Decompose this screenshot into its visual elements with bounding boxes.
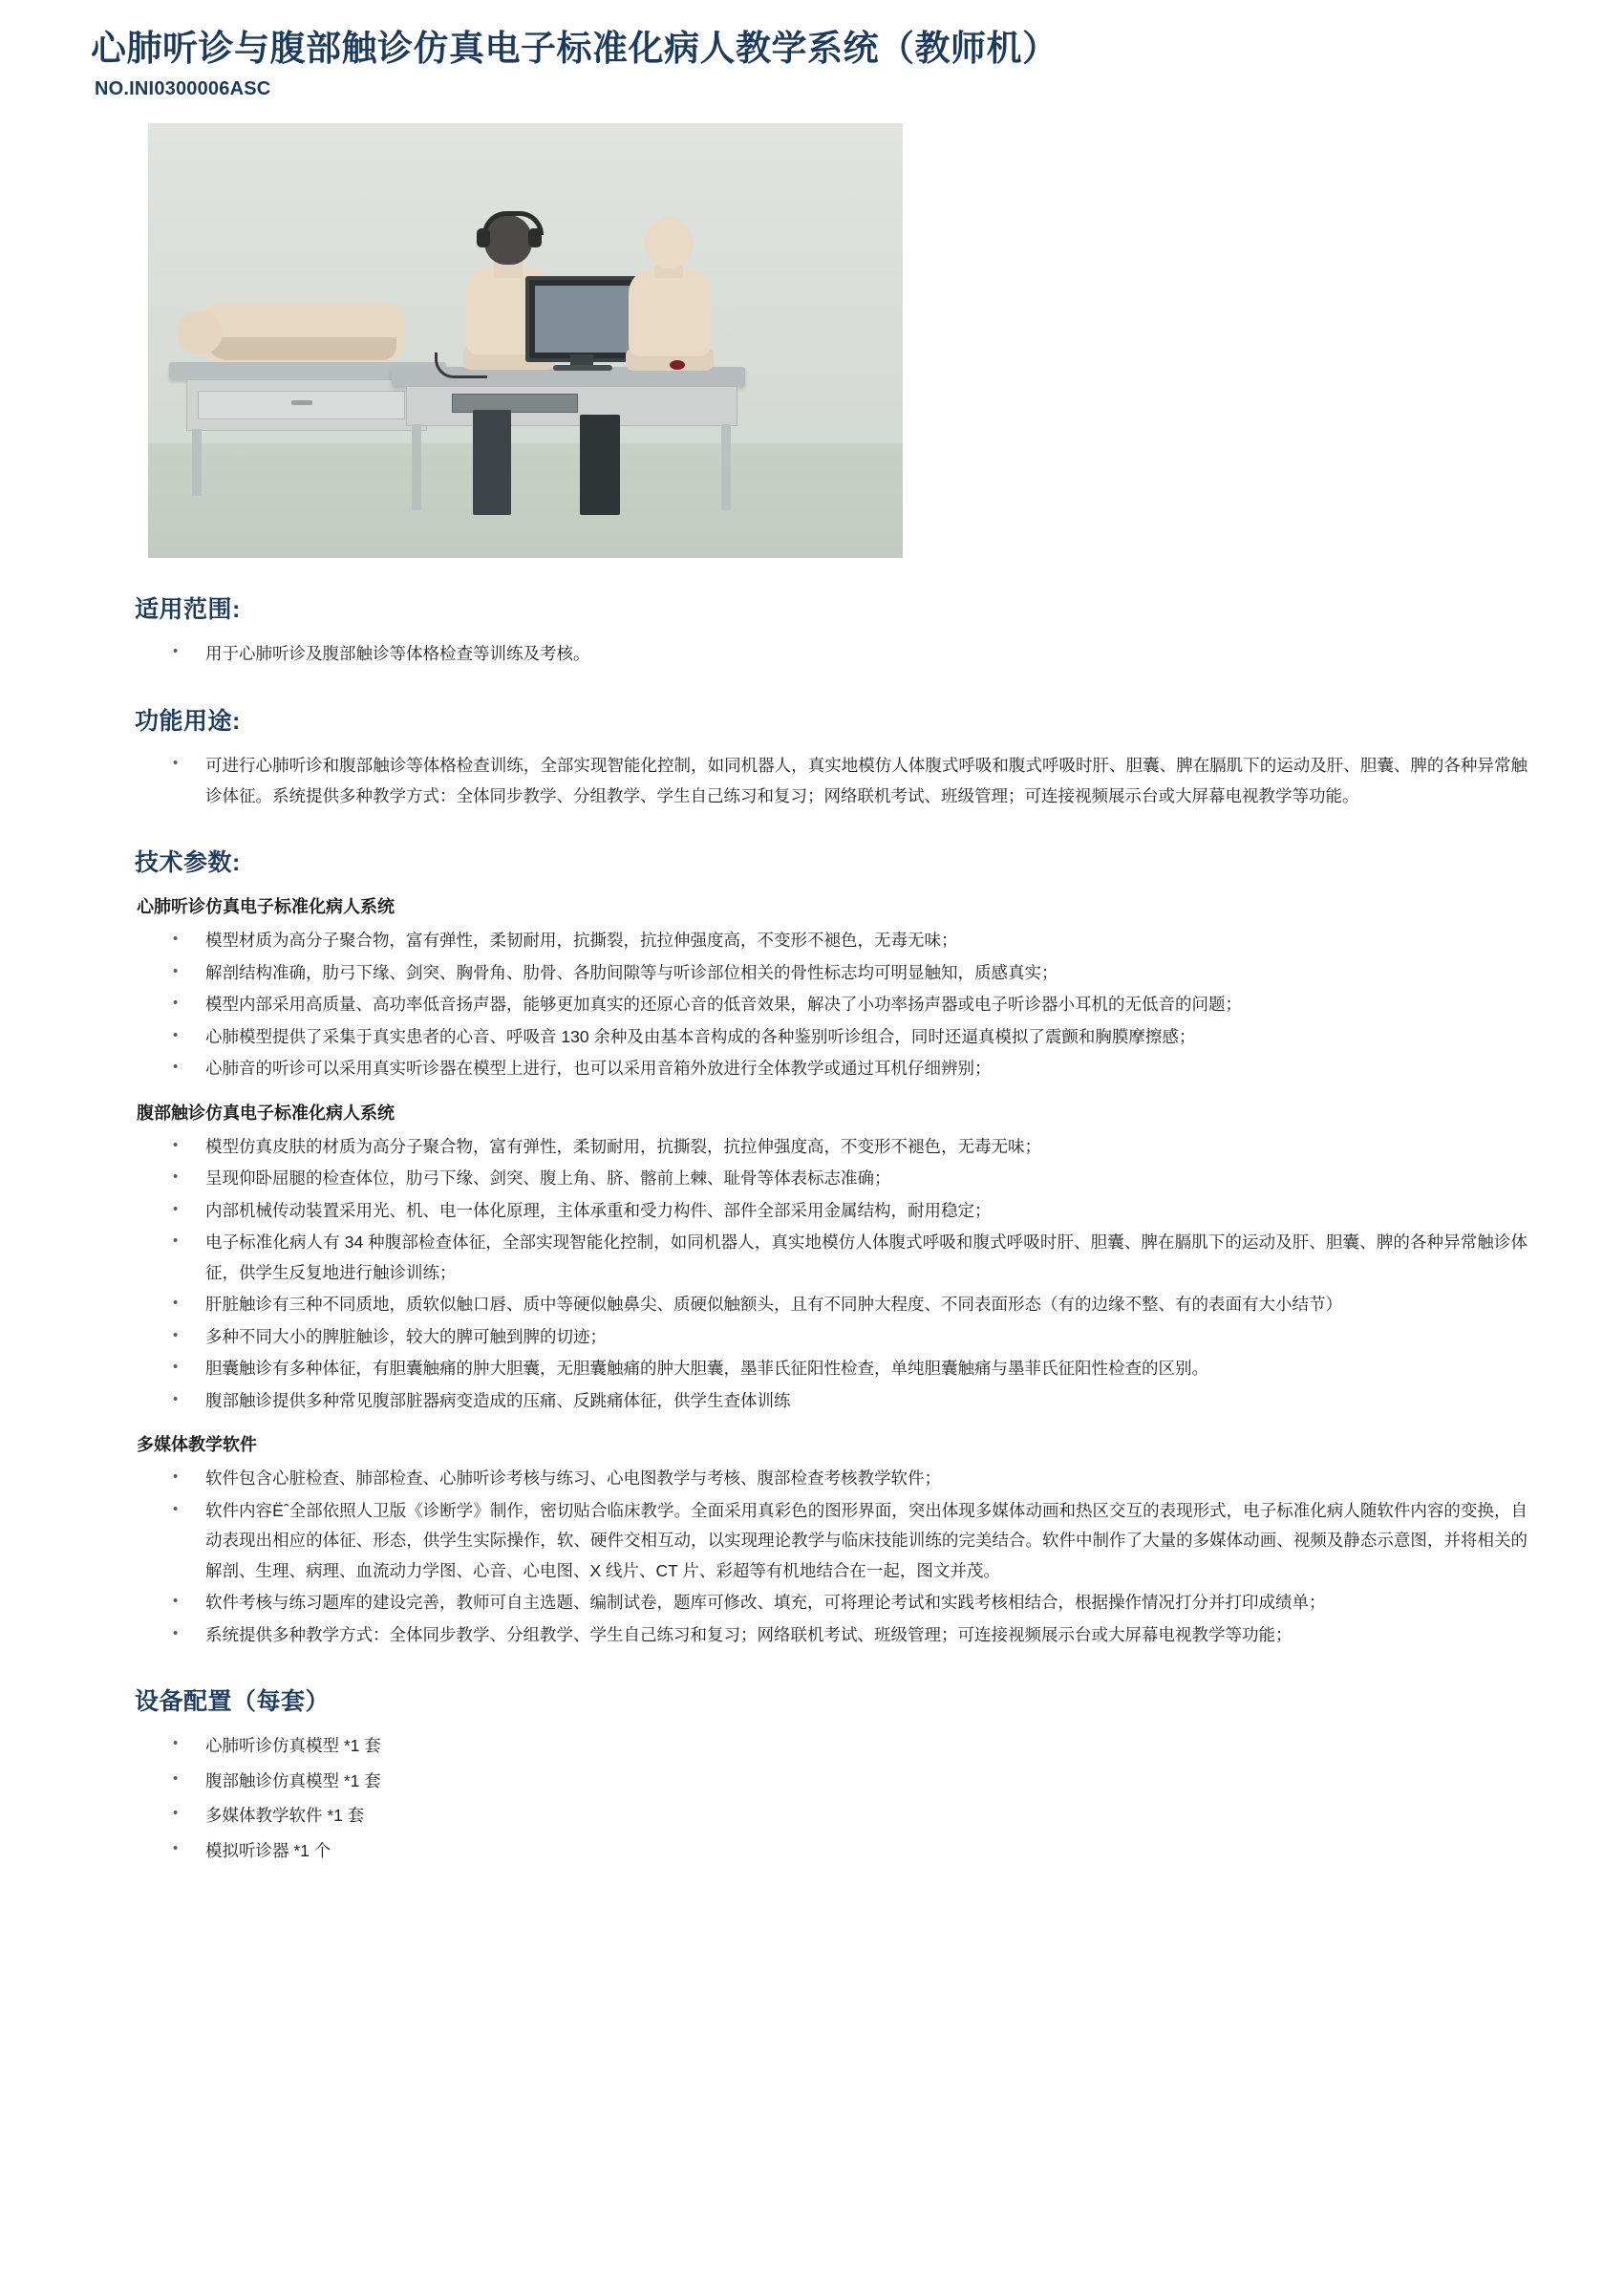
product-photo: [148, 123, 903, 558]
list-item: • 系统提供多种教学方式：全体同步教学、分组教学、学生自己练习和复习；网络联机考试、班级管理；可连接视频展示台或大屏幕电视教学等功能；: [91, 1620, 1533, 1651]
model-number: NO.INI0300006ASC: [95, 78, 271, 100]
list-item: • 心肺模型提供了采集于真实患者的心音、呼吸音 130 余种及由基本音构成的各种鉴别听诊组合，同时还逼真模拟了震颤和胸膜摩擦感；: [91, 1022, 1533, 1053]
right-table-leg: [721, 424, 731, 510]
list-item: • 模拟听诊器 *1 个: [91, 1835, 1533, 1866]
list-item: • 心肺音的听诊可以采用真实听诊器在模型上进行，也可以采用音箱外放进行全体教学或通过耳机仔细辨别；: [91, 1054, 1533, 1084]
supine-manikin-head: [177, 311, 223, 354]
list-item: • 解剖结构准确，肋弓下缘、剑突、胸骨角、肋骨、各肋间隙等与听诊部位相关的骨性标志均可明显触知，质感真实；: [91, 958, 1533, 989]
monitor-base: [553, 365, 612, 371]
left-table-drawer: [198, 391, 405, 419]
spec-subheading-cardiopulmonary: 心肺听诊仿真电子标准化病人系统: [137, 897, 395, 917]
control-panel: [452, 394, 578, 413]
list-item: • 电子标准化病人有 34 种腹部检查体征，全部实现智能化控制，如同机器人，真实地模仿人体腹式呼吸和腹式呼吸时肝、胆囊、脾在膈肌下的运动及肝、胆囊、脾的各种异常触诊体征，供学生反复地进行触诊训练；: [91, 1228, 1533, 1288]
headphone-cup-left-icon: [477, 228, 490, 247]
list-item: • 可进行心肺听诊和腹部触诊等体格检查训练，全部实现智能化控制，如同机器人，真实地模仿人体腹式呼吸和腹式呼吸时肝、胆囊、脾在膈肌下的运动及肝、胆囊、脾的各种异常触诊体征。系统提供多种教学方式：全体同步教学、分组教学、学生自己练习和复习；网络联机考试、班级管理；可连接视频展示台或大屏幕电视教学等功能。: [91, 750, 1533, 812]
list-item: • 多媒体教学软件 *1 套: [91, 1800, 1533, 1831]
list-item: • 腹部触诊仿真模型 *1 套: [91, 1766, 1533, 1796]
purpose-list: [91, 750, 1533, 812]
spec-list-abdominal: [91, 1132, 1533, 1417]
section-heading-specs: 技术参数:: [135, 849, 241, 877]
audio-cable: [435, 353, 487, 378]
list-item: • 软件考核与练习题库的建设完善，教师可自主选题、编制试卷，题库可修改、填充，可将理论考试和实践考核相结合，根据操作情况打分并打印成绩单；: [91, 1588, 1533, 1618]
list-item: • 用于心肺听诊及腹部触诊等体格检查等训练及考核。: [91, 638, 1533, 669]
headphone-cup-right-icon: [528, 228, 542, 247]
list-item: • 心肺听诊仿真模型 *1 套: [91, 1730, 1533, 1761]
right-torso-body: [629, 268, 711, 356]
section-heading-purpose: 功能用途:: [135, 707, 241, 735]
list-item: • 软件内容Ëˆ全部依照人卫版《诊断学》制作，密切贴合临床教学。全面采用真彩色的图形界面，突出体现多媒体动画和热区交互的表现形式，电子标准化病人随软件内容的变换，自动表现出相应的体征、形态，供学生实际操作，软、硬件交相互动，以实现理论教学与临床技能训练的完美结合。软件中制作了大量的多媒体动画、视频及静态示意图，并将相关的解剖、生理、病理、血流动力学图、心音、心电图、X 线片、CT 片、彩超等有机地结合在一起，图文并茂。: [91, 1496, 1533, 1587]
list-item: • 软件包含心脏检查、肺部检查、心肺听诊考核与练习、心电图教学与考核、腹部检查考核教学软件；: [91, 1464, 1533, 1494]
spec-subheading-software: 多媒体教学软件: [137, 1435, 257, 1455]
list-item: • 模型内部采用高质量、高功率低音扬声器，能够更加真实的还原心音的低音效果，解决了小功率扬声器或电子听诊器小耳机的无低音的问题；: [91, 990, 1533, 1020]
right-table-leg: [412, 424, 421, 510]
scope-list: [91, 638, 1533, 669]
left-table-leg: [192, 429, 202, 496]
left-table-knob: [291, 400, 312, 405]
list-item: • 腹部触诊提供多种常见腹部脏器病变造成的压痛、反跳痛体征，供学生查体训练: [91, 1386, 1533, 1417]
supine-manikin-shadow: [205, 337, 396, 360]
section-heading-scope: 适用范围:: [135, 596, 241, 624]
list-item: • 多种不同大小的脾脏触诊，较大的脾可触到脾的切迹；: [91, 1322, 1533, 1353]
computer-tower-secondary: [580, 415, 620, 515]
section-heading-configuration: 设备配置（每套）: [135, 1688, 331, 1716]
computer-tower: [473, 410, 511, 515]
list-item: • 模型仿真皮肤的材质为高分子聚合物，富有弹性，柔韧耐用，抗撕裂，抗拉伸强度高，不变形不褪色，无毒无味；: [91, 1132, 1533, 1163]
configuration-list: [91, 1730, 1533, 1866]
list-item: • 胆囊触诊有多种体征，有胆囊触痛的肿大胆囊，无胆囊触痛的肿大胆囊，墨菲氏征阳性检查，单纯胆囊触痛与墨菲氏征阳性检查的区别。: [91, 1354, 1533, 1384]
page-title: 心肺听诊与腹部触诊仿真电子标准化病人教学系统（教师机）: [91, 29, 1058, 68]
photo-floor: [148, 443, 903, 558]
list-item: • 内部机械传动装置采用光、机、电一体化原理，主体承重和受力构件、部件全部采用金属结构，耐用稳定；: [91, 1196, 1533, 1227]
monitor-screen: [535, 286, 636, 353]
spec-subheading-abdominal: 腹部触诊仿真电子标准化病人系统: [137, 1103, 395, 1123]
right-torso-head: [645, 217, 693, 268]
list-item: • 呈现仰卧屈腿的检查体位，肋弓下缘、剑突、腹上角、脐、髂前上棘、耻骨等体表标志准确；: [91, 1164, 1533, 1194]
list-item: • 模型材质为高分子聚合物，富有弹性，柔韧耐用，抗撕裂，抗拉伸强度高，不变形不褪色，无毒无味；: [91, 926, 1533, 956]
spec-list-software: [91, 1464, 1533, 1650]
spec-list-cardiopulmonary: [91, 926, 1533, 1084]
list-item: • 肝脏触诊有三种不同质地，质软似触口唇、质中等硬似触鼻尖、质硬似触额头，且有不同肿大程度、不同表面形态（有的边缘不整、有的表面有大小结节）: [91, 1290, 1533, 1320]
